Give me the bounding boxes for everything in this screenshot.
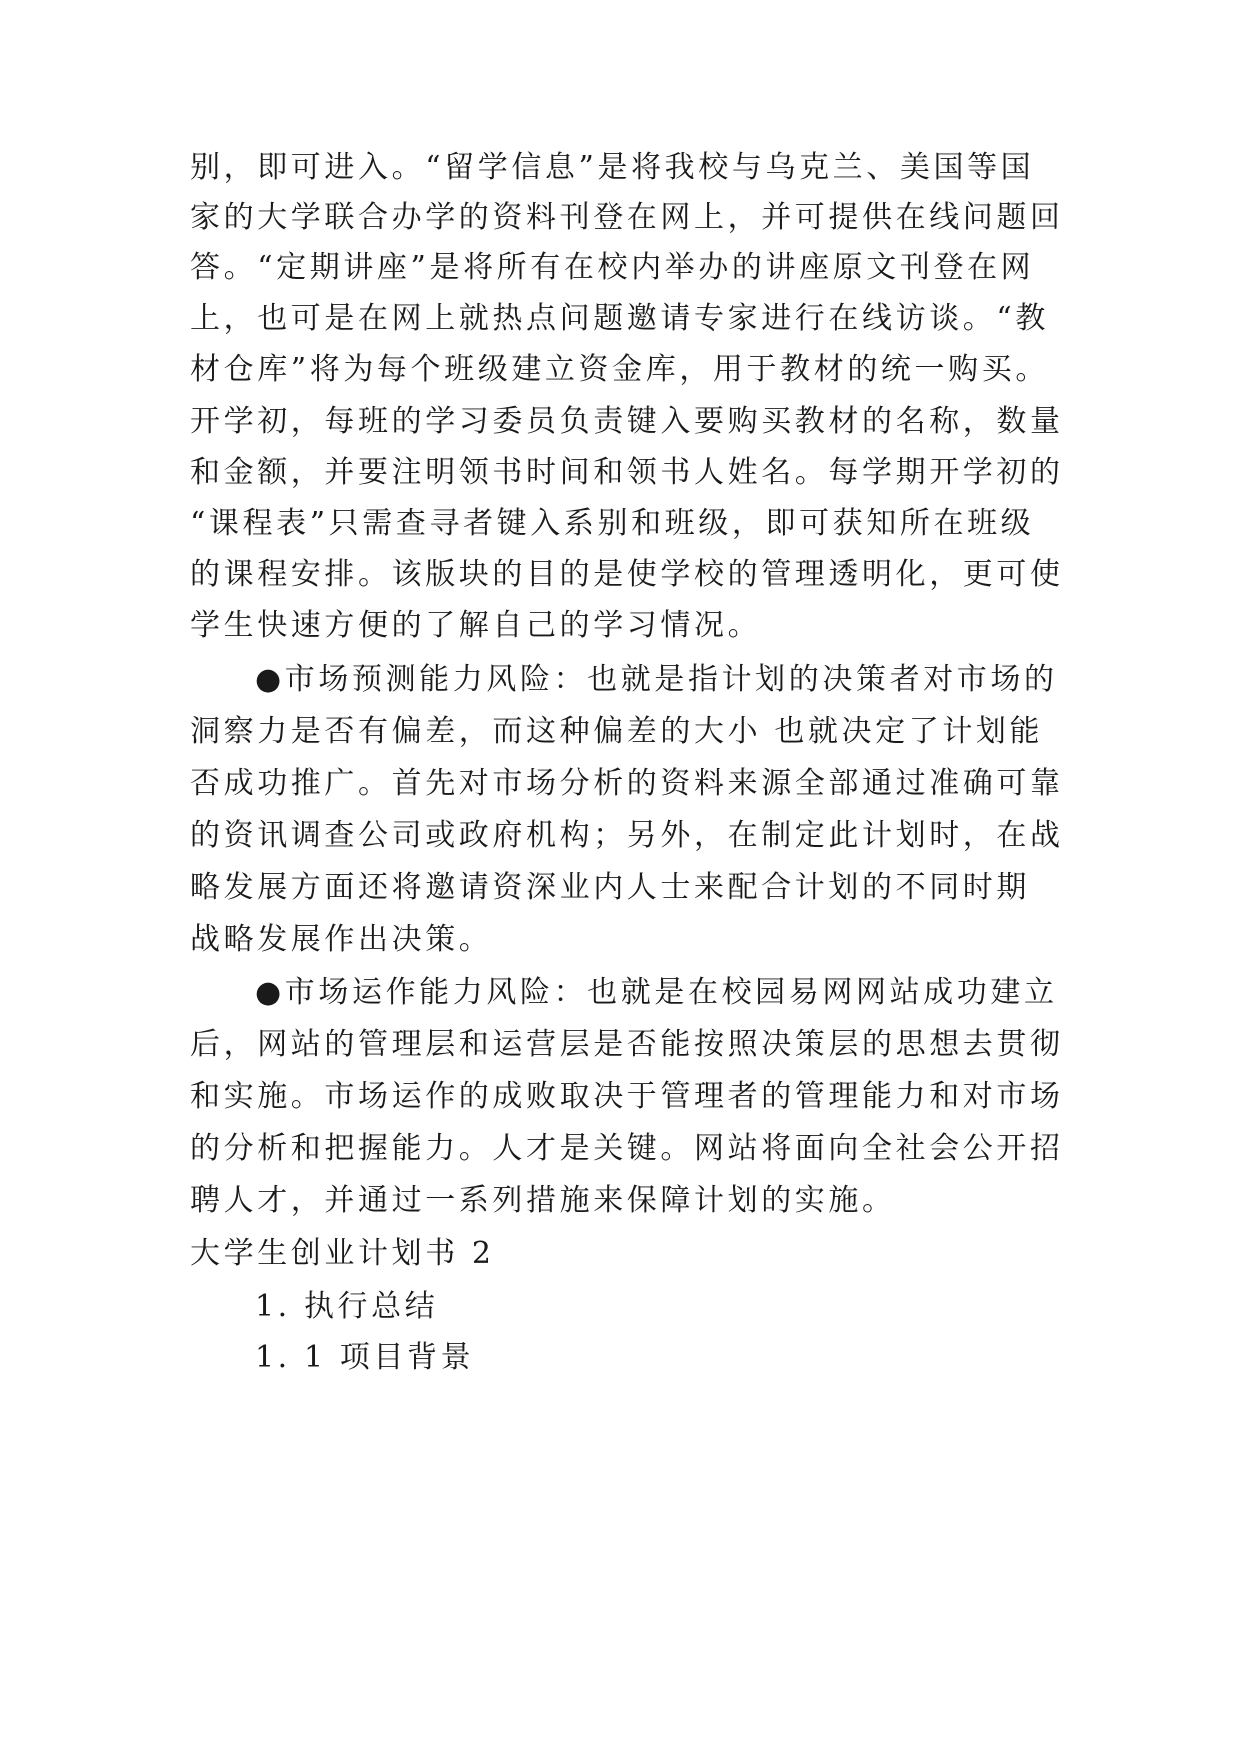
text-line: 别，即可进入。“留学信息”是将我校与乌克兰、美国等国: [190, 150, 1035, 185]
text-line: 答。“定期讲座”是将所有在校内举办的讲座原文刊登在网: [190, 250, 1035, 285]
text-line: 的分析和把握能力。人才是关键。网站将面向全社会公开招: [190, 1131, 1064, 1166]
text-line: 战略发展作出决策。: [190, 922, 493, 957]
text-line: 和金额，并要注明领书时间和领书人姓名。每学期开学初的: [190, 455, 1064, 490]
text-line: 开学初，每班的学习委员负责键入要购买教材的名称，数量: [190, 404, 1064, 439]
bullet-line: ●市场运作能力风险：也就是在校园易网网站成功建立: [255, 975, 1058, 1010]
text-line: 聘人才，并通过一系列措施来保障计划的实施。: [190, 1183, 896, 1218]
text-line: 略发展方面还将邀请资深业内人士来配合计划的不同时期: [190, 870, 1030, 905]
text-line: 的资讯调查公司或政府机构；另外，在制定此计划时，在战: [190, 818, 1064, 853]
text-line: 上，也可是在网上就热点问题邀请专家进行在线访谈。“教: [190, 301, 1049, 336]
text-line: “课程表”只需查寻者键入系别和班级，即可获知所在班级: [190, 506, 1035, 541]
bullet-line: ●市场预测能力风险：也就是指计划的决策者对市场的: [255, 662, 1058, 697]
text-line: 家的大学联合办学的资料刊登在网上，并可提供在线问题回: [190, 200, 1064, 235]
subsection-heading: 1. 1 项目背景: [255, 1340, 475, 1375]
text-line: 材仓库”将为每个班级建立资金库，用于教材的统一购买。: [190, 352, 1049, 387]
text-line: 后，网站的管理层和运营层是否能按照决策层的思想去贯彻: [190, 1027, 1064, 1062]
document-heading: 大学生创业计划书 2: [190, 1236, 495, 1271]
text-line: 否成功推广。首先对市场分析的资料来源全部通过准确可靠: [190, 766, 1064, 801]
text-line: 的课程安排。该版块的目的是使学校的管理透明化，更可使: [190, 557, 1064, 592]
text-line: 洞察力是否有偏差，而这种偏差的大小 也就决定了计划能: [190, 714, 1044, 749]
section-heading: 1. 执行总结: [255, 1289, 439, 1324]
text-line: 学生快速方便的了解自己的学习情况。: [190, 608, 762, 643]
text-line: 和实施。市场运作的成败取决于管理者的管理能力和对市场: [190, 1079, 1064, 1114]
